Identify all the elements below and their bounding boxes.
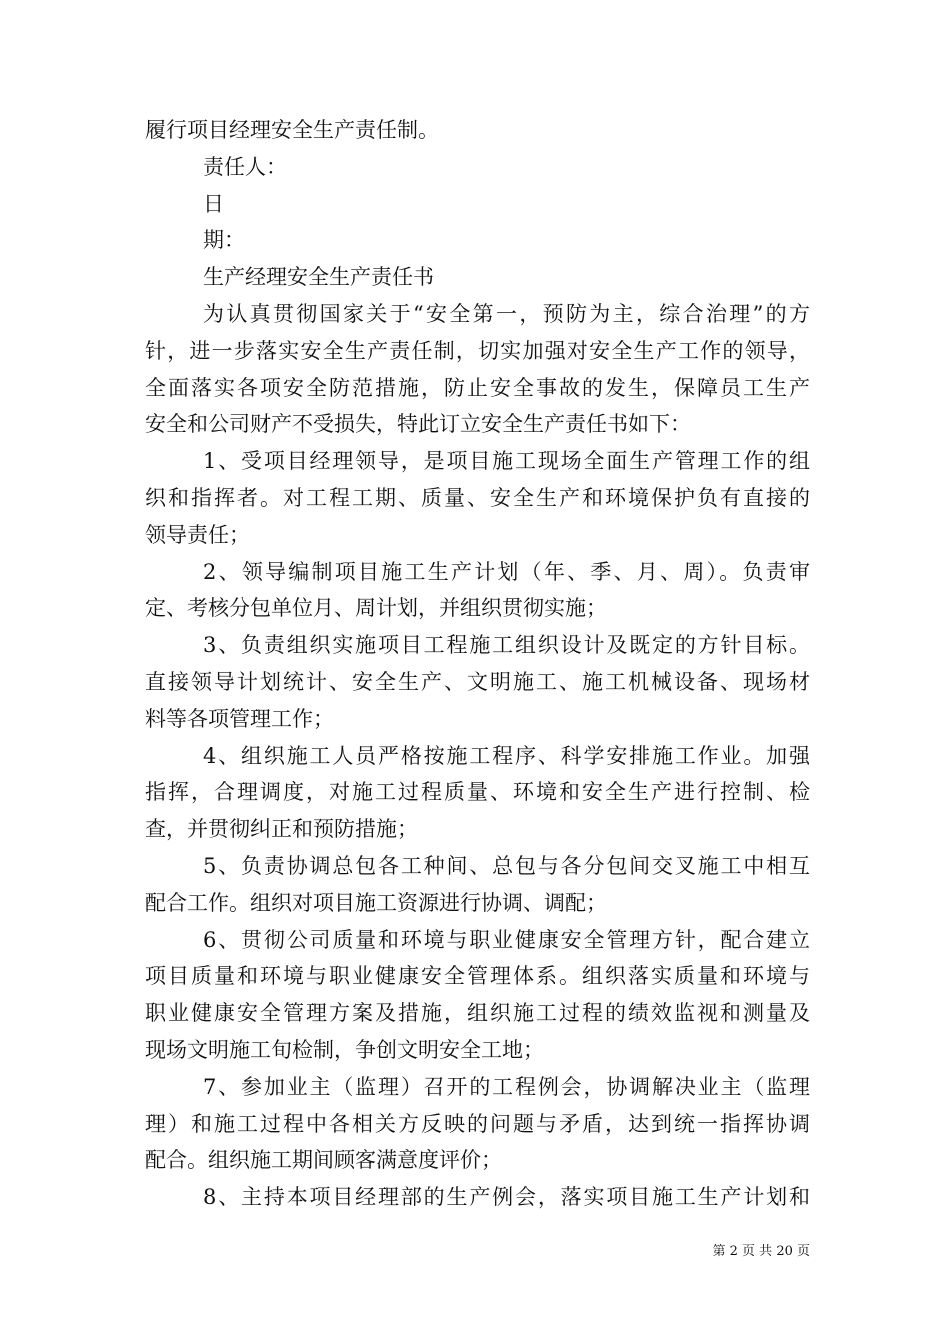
text-line: 针，进一步落实安全生产责任制，切实加强对安全生产工作的领导， [145, 338, 810, 363]
document-body [145, 112, 810, 1216]
text-line: 履行项目经理安全生产责任制。 [145, 118, 439, 142]
text-line: 定、考核分包单位月、周计划，并组织贯彻实施； [145, 596, 607, 621]
text-line: 安全和公司财产不受损失，特此订立安全生产责任书如下： [145, 412, 691, 437]
text-line: 5、负责协调总包各工种间、总包与各分包间交叉施工中相互 [203, 853, 810, 878]
text-line: 2、领导编制项目施工生产计划（年、季、月、周）。负责审 [203, 559, 810, 584]
responsible-person-label: 责任人： [203, 154, 287, 179]
text-line: 4、组织施工人员严格按施工程序、科学安排施工作业。加强 [203, 743, 810, 768]
text-line: 3、负责组织实施项目工程施工组织设计及既定的方针目标。 [203, 633, 810, 658]
text-line: 配合工作。组织对项目施工资源进行协调、调配； [145, 890, 607, 915]
page-number: 第 2 页 共 20 页 [712, 1244, 810, 1259]
text-line: 领导责任； [145, 522, 250, 547]
text-line: 职业健康安全管理方案及措施，组织施工过程的绩效监视和测量及 [145, 1001, 810, 1026]
text-line: 直接领导计划统计、安全生产、文明施工、施工机械设备、现场材 [145, 669, 810, 694]
text-line: 理）和施工过程中各相关方反映的问题与矛盾，达到统一指挥协调 [145, 1111, 810, 1136]
text-line: 8、主持本项目经理部的生产例会，落实项目施工生产计划和 [203, 1185, 810, 1210]
text-line: 全面落实各项安全防范措施，防止安全事故的发生，保障员工生产 [145, 375, 810, 400]
text-line: 配合。组织施工期间顾客满意度评价； [145, 1148, 502, 1173]
text-line: 为认真贯彻国家关于“安全第一，预防为主，综合治理”的方 [203, 301, 810, 326]
text-line: 料等各项管理工作； [145, 706, 334, 731]
text-line: 7、参加业主（监理）召开的工程例会，协调解决业主（监理 [203, 1074, 810, 1099]
text-line: 6、贯彻公司质量和环境与职业健康安全管理方针，配合建立 [203, 927, 810, 952]
text-line: 织和指挥者。对工程工期、质量、安全生产和环境保护负有直接的 [145, 485, 810, 510]
section-title: 生产经理安全生产责任书 [203, 265, 434, 290]
text-line: 1、受项目经理领导，是项目施工现场全面生产管理工作的组 [203, 449, 810, 474]
text-line: 现场文明施工旬检制，争创文明安全工地； [145, 1037, 544, 1062]
date-label-part1: 日 [203, 191, 224, 216]
text-line: 项目质量和环境与职业健康安全管理体系。组织落实质量和环境与 [145, 964, 810, 989]
text-line: 指挥，合理调度，对施工过程质量、环境和安全生产进行控制、检 [145, 780, 810, 805]
date-label-part2: 期： [203, 228, 245, 253]
text-line: 查，并贯彻纠正和预防措施； [145, 817, 418, 842]
